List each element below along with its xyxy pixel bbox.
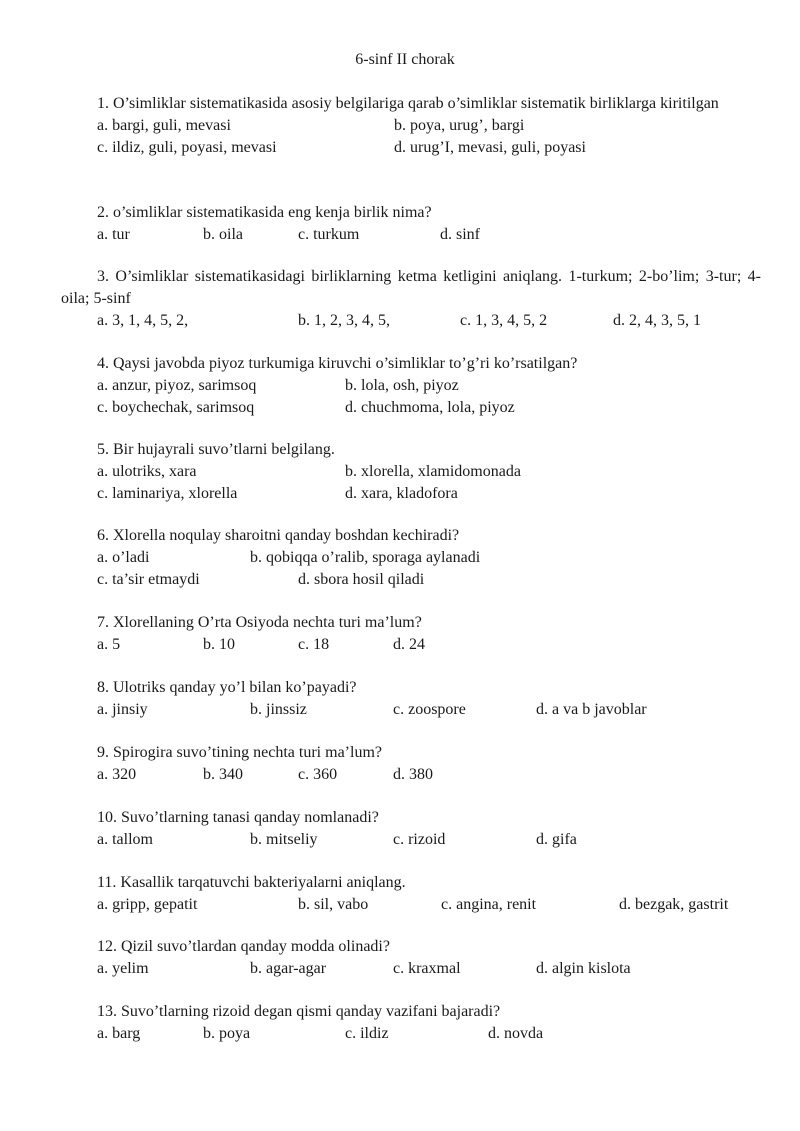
option-a: a. bargi, guli, mevasi: [97, 117, 231, 134]
question-8: [61, 677, 761, 721]
option-a: a. barg: [97, 1025, 141, 1042]
option-b: b. poya, urug’, bargi: [394, 117, 525, 134]
option-c: c. boychechak, sarimsoq: [97, 399, 255, 416]
option-c: c. angina, renit: [441, 896, 537, 913]
option-a: a. tur: [97, 226, 130, 243]
option-c: c. turkum: [298, 226, 360, 243]
question-text: 3. O’simliklar sistematikasidagi birliklarning ketma ketligini aniqlang. 1-turkum; 2-bo’lim; 3-tur; 4-oila; 5-sinf: [61, 268, 761, 307]
option-c: c. ta’sir etmaydi: [97, 571, 200, 588]
option-b: b. sil, vabo: [298, 896, 369, 913]
option-b: b. 10: [203, 636, 235, 653]
question-text: 6. Xlorella noqulay sharoitni qanday boshdan kechiradi?: [97, 527, 460, 544]
answer-options: [61, 137, 761, 159]
option-a: a. 5: [97, 636, 121, 653]
option-a: a. ulotriks, xara: [97, 463, 197, 480]
answer-options: [61, 397, 761, 419]
question-text: 13. Suvo’tlarning rizoid degan qismi qanday vazifani bajaradi?: [97, 1003, 501, 1020]
page-title: 6-sinf II chorak: [355, 51, 455, 68]
question-1: [61, 93, 761, 159]
option-d: d. a va b javoblar: [536, 701, 647, 718]
option-d: d. 380: [393, 766, 433, 783]
question-text: 1. O’simliklar sistematikasida asosiy belgilariga qarab o’simliklar sistematik birliklarga kiritilgan: [97, 95, 719, 112]
answer-options: [61, 461, 761, 483]
option-b: b. qobiqqa o’ralib, sporaga aylanadi: [250, 549, 481, 566]
question-text: 7. Xlorellaning O’rta Osiyoda nechta turi ma’lum?: [97, 614, 422, 631]
answer-options: [61, 894, 761, 916]
option-d: d. sbora hosil qiladi: [298, 571, 425, 588]
answer-options: [61, 958, 761, 980]
option-d: d. 24: [393, 636, 425, 653]
question-text: 8. Ulotriks qanday yo’l bilan ko’payadi?: [97, 679, 357, 696]
option-d: d. urug’I, mevasi, guli, poyasi: [394, 139, 586, 156]
option-a: a. yelim: [97, 960, 149, 977]
option-c: c. 360: [298, 766, 338, 783]
answer-options: [61, 764, 761, 786]
option-c: c. ildiz: [345, 1025, 389, 1042]
option-a: a. o’ladi: [97, 549, 150, 566]
option-c: c. 18: [298, 636, 330, 653]
answer-options: [61, 310, 761, 332]
option-d: d. chuchmoma, lola, piyoz: [345, 399, 515, 416]
answer-options: [61, 1023, 761, 1045]
option-d: d. sinf: [440, 226, 480, 243]
option-c: c. ildiz, guli, poyasi, mevasi: [97, 139, 277, 156]
option-d: d. algin kislota: [536, 960, 631, 977]
question-text: 5. Bir hujayrali suvo’tlarni belgilang.: [97, 441, 335, 458]
question-text: 12. Qizil suvo’tlardan qanday modda olinadi?: [97, 938, 390, 955]
option-b: b. agar-agar: [250, 960, 327, 977]
question-2: [61, 202, 761, 246]
option-c: c. 1, 3, 4, 5, 2: [460, 312, 548, 329]
question-5: [61, 439, 761, 505]
option-b: b. mitseliy: [250, 831, 318, 848]
answer-options: [61, 547, 761, 569]
option-d: d. 2, 4, 3, 5, 1: [613, 312, 701, 329]
option-a: a. gripp, gepatit: [97, 896, 198, 913]
option-d: d. xara, kladofora: [345, 485, 458, 502]
question-4: [61, 353, 761, 419]
option-b: b. jinssiz: [250, 701, 307, 718]
answer-options: [61, 224, 761, 246]
question-12: [61, 936, 761, 980]
question-7: [61, 612, 761, 656]
question-text: 10. Suvo’tlarning tanasi qanday nomlanadi?: [97, 809, 379, 826]
answer-options: [61, 483, 761, 505]
option-a: a. tallom: [97, 831, 153, 848]
answer-options: [61, 829, 761, 851]
answer-options: [61, 115, 761, 137]
question-text: 11. Kasallik tarqatuvchi bakteriyalarni aniqlang.: [97, 874, 406, 891]
option-d: d. novda: [488, 1025, 544, 1042]
question-text: 2. o’simliklar sistematikasida eng kenja birlik nima?: [97, 204, 432, 221]
option-a: a. 3, 1, 4, 5, 2,: [97, 312, 189, 329]
option-d: d. bezgak, gastrit: [619, 896, 729, 913]
question-6: [61, 525, 761, 591]
option-c: c. laminariya, xlorella: [97, 485, 238, 502]
question-text: 9. Spirogira suvo’tining nechta turi ma’lum?: [97, 744, 382, 761]
option-c: c. zoospore: [393, 701, 466, 718]
option-a: a. 320: [97, 766, 137, 783]
question-13: [61, 1001, 761, 1045]
question-10: [61, 807, 761, 851]
option-b: b. poya: [203, 1025, 251, 1042]
option-a: a. jinsiy: [97, 701, 148, 718]
option-b: b. 1, 2, 3, 4, 5,: [298, 312, 390, 329]
option-b: b. xlorella, xlamidomonada: [345, 463, 521, 480]
question-11: [61, 872, 761, 916]
answer-options: [61, 375, 761, 397]
option-c: c. rizoid: [393, 831, 446, 848]
option-b: b. lola, osh, piyoz: [345, 377, 459, 394]
question-9: [61, 742, 761, 786]
option-a: a. anzur, piyoz, sarimsoq: [97, 377, 257, 394]
answer-options: [61, 699, 761, 721]
answer-options: [61, 569, 761, 591]
option-d: d. gifa: [536, 831, 577, 848]
question-3: [61, 266, 761, 332]
answer-options: [61, 634, 761, 656]
option-c: c. kraxmal: [393, 960, 461, 977]
option-b: b. 340: [203, 766, 243, 783]
question-text: 4. Qaysi javobda piyoz turkumiga kiruvchi o’simliklar to’g’ri ko’rsatilgan?: [97, 355, 578, 372]
option-b: b. oila: [203, 226, 243, 243]
